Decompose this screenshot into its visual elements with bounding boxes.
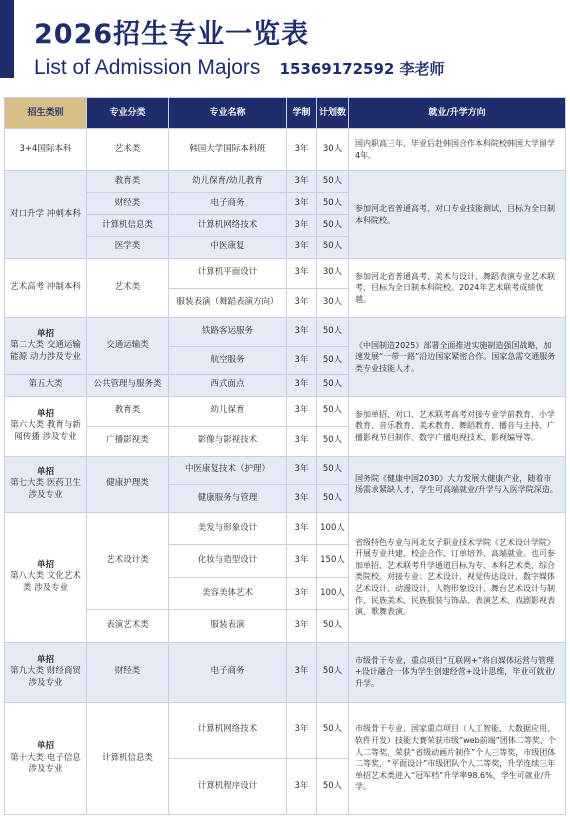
major-cell: 中医康复技术（护理） [169,456,287,484]
category-label-bold: 单招 [36,741,54,752]
page-title: 2026招生专业一览表 [34,19,310,50]
years-cell: 3年 [287,545,317,577]
category-cell [5,456,87,512]
major-cell: 航空服务 [169,346,287,374]
category-cell: 第五大类 [5,374,87,396]
years-cell: 3年 [287,642,317,702]
years-cell: 3年 [287,236,317,258]
years-cell: 3年 [287,215,317,237]
plan-cell: 50人 [317,484,349,512]
contact-info: 15369172592 李老师 [279,60,445,78]
header-accent-bar [0,0,14,78]
table-row [5,258,566,288]
years-cell: 3年 [287,758,317,814]
plan-cell: 30人 [317,258,349,288]
plan-cell: 50人 [317,318,349,346]
major-cell: 服装表演（舞蹈表演方向） [169,288,287,318]
years-cell: 3年 [287,456,317,484]
category-label: 第六大类 教育与新闻传播 涉及专业 [10,420,81,442]
plan-cell: 50人 [317,193,349,215]
major-cell: 电子商务 [169,193,287,215]
majors-table [4,97,566,815]
direction-cell: 参加河北省普通高考、对口专业技能测试，目标为全日制本科院校。 [349,171,566,258]
major-cell: 服装表演 [169,610,287,642]
major-cell: 韩国大学国际本科班 [169,129,287,171]
major-cell: 幼儿保育/幼儿教育 [169,171,287,193]
class-cell: 广播影视类 [87,426,169,456]
direction-cell: 国内职高三年，毕业后赴韩国合作本科院校韩国大学留学4年。 [349,129,566,171]
years-cell: 3年 [287,577,317,609]
plan-cell: 100人 [317,512,349,544]
plan-cell: 50人 [317,396,349,426]
table-row [5,512,566,544]
table-row [5,702,566,758]
plan-cell: 30人 [317,129,349,171]
table-row [5,396,566,426]
major-cell: 计算机程序设计 [169,758,287,814]
class-cell: 交通运输类 [87,318,169,374]
plan-cell: 100人 [317,577,349,609]
years-cell: 3年 [287,396,317,426]
category-cell: 3+4国际本科 [5,129,87,171]
direction-cell: 参加河北省普通高考、美术与设计、舞蹈表演专业艺术联考，目标为全日制本科院校。2024年艺术联考成绩优越。 [349,258,566,318]
plan-cell: 50人 [317,642,349,702]
major-cell: 计算机平面设计 [169,258,287,288]
col-header-years: 学制 [287,98,317,129]
direction-cell: 省级特色专业与河北女子职业技术学院《艺术设计学院》开展专业共建、校企合作、订单培养、高端就业。也可参加单招、艺术联考升学通道目标为专、本科艺术类、综合类院校。对接专业：艺术设计、视觉传达设计、数字媒体艺术设计、动漫设计、人物形象设计、舞台艺术设计与制作、民族美术、民族服装与饰品、表演艺术、戏剧影视表演、歌舞表演。 [349,512,566,642]
table-header-row [5,98,566,129]
major-cell: 影像与影视技术 [169,426,287,456]
category-label: 第十大类 电子信息 涉及专业 [10,752,81,774]
class-cell: 计算机信息类 [87,702,169,814]
plan-cell: 30人 [317,288,349,318]
class-cell: 艺术类 [87,258,169,318]
plan-cell: 50人 [317,456,349,484]
col-header-direction: 就业/升学方向 [349,98,566,129]
major-cell: 美发与形象设计 [169,512,287,544]
direction-cell: 参加单招、对口、艺术联考高考对接专业学前教育、小学教育、音乐教育、美术教育、舞蹈教育、播音与主持、广播影视节目制作、数字广播电视技术、影视编导等。 [349,396,566,456]
major-cell: 计算机网络技术 [169,215,287,237]
table-row [5,318,566,346]
plan-cell: 50人 [317,702,349,758]
direction-cell: 国务院《健康中国2030》大力发展大健康产业，随着市场需求紧缺人才，学生可高端就业/升学与入医学院深造。 [349,456,566,512]
years-cell: 3年 [287,484,317,512]
category-label-bold: 单招 [36,328,54,339]
major-cell: 幼儿保育 [169,396,287,426]
major-cell: 铁路客运服务 [169,318,287,346]
years-cell: 3年 [287,610,317,642]
years-cell: 3年 [287,702,317,758]
plan-cell: 50人 [317,374,349,396]
class-cell: 教育类 [87,171,169,193]
major-cell: 西式面点 [169,374,287,396]
major-cell: 电子商务 [169,642,287,702]
plan-cell: 50人 [317,426,349,456]
class-cell: 计算机信息类 [87,215,169,237]
years-cell: 3年 [287,426,317,456]
category-cell [5,512,87,642]
major-cell: 美容美体艺术 [169,577,287,609]
category-cell [5,642,87,702]
direction-cell: 《中国制造2025》部署全面推进实施制造强国战略，加速发展“一带一路”沿边国家紧密合作。国家急需交通服务类专业技能人才。 [349,318,566,396]
major-cell: 健康服务与管理 [169,484,287,512]
class-cell: 健康护理类 [87,456,169,512]
years-cell: 3年 [287,129,317,171]
col-header-plan: 计划数 [317,98,349,129]
category-cell [5,318,87,374]
years-cell: 3年 [287,193,317,215]
major-cell: 计算机网络技术 [169,702,287,758]
table-row [5,171,566,193]
category-label-bold: 单招 [36,466,54,477]
years-cell: 3年 [287,318,317,346]
category-label-bold: 单招 [36,408,54,419]
category-label-bold: 单招 [36,654,54,665]
direction-cell: 市级骨干专业、国家重点项目（人工智能、大数据应用、软件开发）技能大赛荣获市级“web前端”团体二等奖、个人二等奖，荣获“省级动画片制作”个人三等奖，市级团体二等奖，“平面设计”市级团队个人二等奖，升学连续三年单招艺术类进入“冠军档”升学率98.6%，学生可就业/升学。 [349,702,566,814]
plan-cell: 50人 [317,171,349,193]
category-label: 第九大类 财经商贸 涉及专业 [10,666,81,688]
plan-cell: 150人 [317,545,349,577]
plan-cell: 50人 [317,215,349,237]
class-cell: 艺术类 [87,129,169,171]
class-cell: 财经类 [87,642,169,702]
category-label: 第七大类 医药卫生 涉及专业 [10,478,81,500]
category-cell [5,702,87,814]
class-cell: 教育类 [87,396,169,426]
category-label: 第八大类 文化艺术类 涉及专业 [10,571,81,593]
plan-cell: 50人 [317,236,349,258]
category-label-bold: 单招 [36,560,54,571]
direction-cell: 市级骨干专业，重点项目“互联网+”将自媒体运营与管理+设计融合一体为学生创建经营+设计思维，毕业可就业/升学。 [349,642,566,702]
class-cell: 财经类 [87,193,169,215]
years-cell: 3年 [287,346,317,374]
plan-cell: 50人 [317,758,349,814]
major-cell: 中医康复 [169,236,287,258]
class-cell: 艺术设计类 [87,512,169,609]
table-row [5,456,566,484]
class-cell: 表演艺术类 [87,610,169,642]
col-header-class: 专业分类 [87,98,169,129]
class-cell: 公共管理与服务类 [87,374,169,396]
plan-cell: 50人 [317,610,349,642]
years-cell: 3年 [287,288,317,318]
category-label: 第二大类 交通运输能源 动力涉及专业 [10,340,81,362]
page-subtitle: List of Admission Majors [34,56,261,79]
plan-cell: 50人 [317,346,349,374]
subtitle-row [34,56,445,80]
category-cell [5,396,87,456]
class-cell: 医学类 [87,236,169,258]
col-header-major: 专业名称 [169,98,287,129]
years-cell: 3年 [287,171,317,193]
years-cell: 3年 [287,258,317,288]
col-header-category: 招生类别 [5,98,87,129]
years-cell: 3年 [287,512,317,544]
years-cell: 3年 [287,374,317,396]
major-cell: 化妆与造型设计 [169,545,287,577]
table-row [5,642,566,702]
table-row [5,129,566,171]
category-cell: 对口升学 冲刺本科 [5,171,87,258]
category-cell: 艺术高考 冲制本科 [5,258,87,318]
